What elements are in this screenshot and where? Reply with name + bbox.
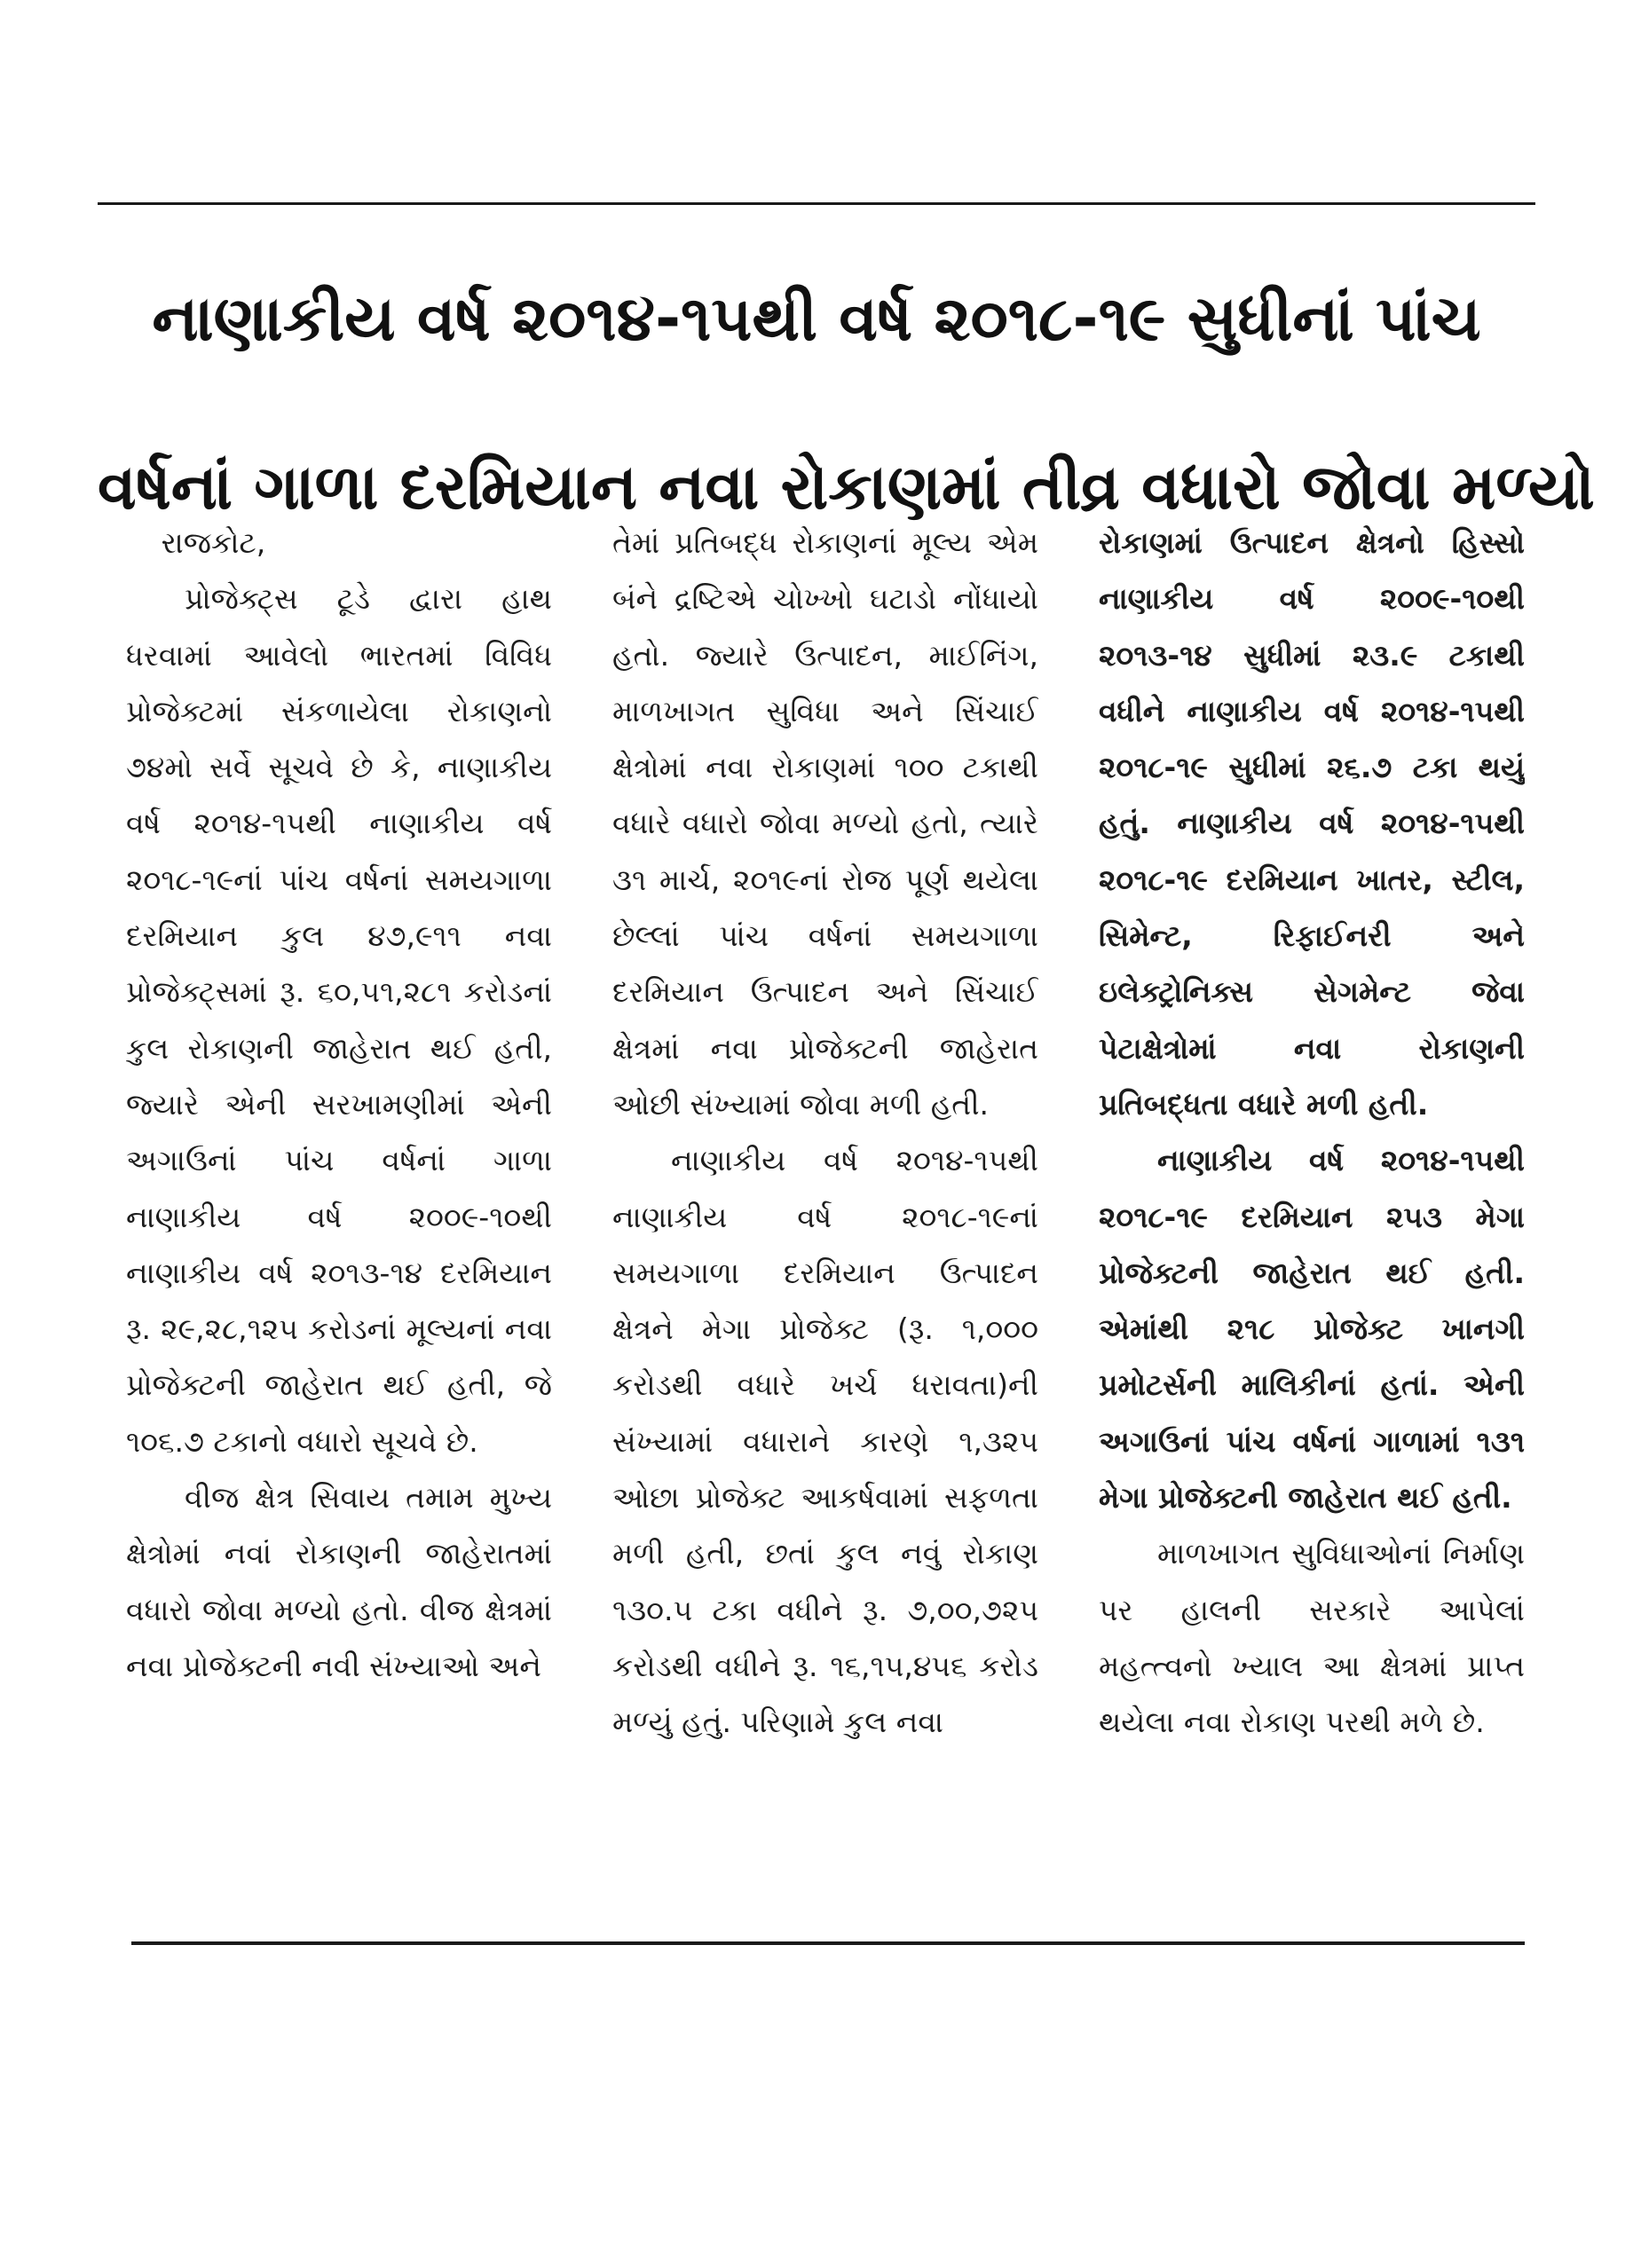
column-3-paragraph-3: માળખાગત સુવિધાઓનાં નિર્માણ પર હાલની સરકારે આપેલાં મહત્ત્વનો ખ્યાલ આ ક્ષેત્રમાં પ્રાપ્ત થયેલા નવા રોકાણ પરથી મળે છે.: [1099, 1536, 1525, 1740]
headline-line-1: નાણાકીય વર્ષ ૨૦૧૪-૧૫થી વર્ષ ૨૦૧૮-૧૯ સુધીનાં પાંચ: [152, 282, 1481, 355]
headline-line-2: વર્ષનાં ગાળા દરમિયાન નવા રોકાણમાં તીવ્ર વધારો જોવા મળ્યો: [98, 451, 1595, 524]
column-2-paragraph-2: નાણાકીય વર્ષ ૨૦૧૪-૧૫થી નાણાકીય વર્ષ ૨૦૧૮-૧૯નાં સમયગાળા દરમિયાન ઉત્પાદન ક્ષેત્રને મેગા પ્રોજેક્ટ (રૂ. ૧,૦૦૦ કરોડથી વધારે ખર્ચ ધરાવતા)ની સંખ્યામાં વધારાને કારણે ૧,૩૨૫ ઓછા પ્રોજેક્ટ આકર્ષવામાં સફળતા મળી હતી, છતાં કુલ નવું રોકાણ ૧૩૦.૫ ટકા વધીને રૂ. ૭,૦૦,૭૨૫ કરોડથી વધીને રૂ. ૧૬,૧૫,૪૫૬ કરોડ મળ્યું હતું. પરિણામે કુલ નવા: [612, 1143, 1038, 1740]
dateline: રાજકોટ,: [161, 525, 266, 560]
column-3-paragraph-1: રોકાણમાં ઉત્પાદન ક્ષેત્રનો હિસ્સો નાણાકીય વર્ષ ૨૦૦૯-૧૦થી ૨૦૧૩-૧૪ સુધીમાં ૨૩.૯ ટકાથી વધીને નાણાકીય વર્ષ ૨૦૧૪-૧૫થી ૨૦૧૮-૧૯ સુધીમાં ૨૬.૭ ટકા થયું હતું. નાણાકીય વર્ષ ૨૦૧૪-૧૫થી ૨૦૧૮-૧૯ દરમિયાન ખાતર, સ્ટીલ, સિમેન્ટ, રિફાઈનરી અને ઇલેક્ટ્રોનિક્સ સેગમેન્ટ જેવા પેટાક્ષેત્રોમાં નવા રોકાણની પ્રતિબદ્ધતા વધારે મળી હતી.: [1099, 525, 1525, 1122]
column-3: [1099, 515, 1525, 1925]
newspaper-clipping: [98, 202, 1595, 1964]
column-2: [612, 515, 1038, 1925]
column-1: [126, 515, 552, 1925]
article-body: [126, 515, 1528, 1925]
column-1-paragraph-2: વીજ ક્ષેત્ર સિવાય તમામ મુખ્ય ક્ષેત્રોમાં નવાં રોકાણની જાહેરાતમાં વધારો જોવા મળ્યો હતો. વીજ ક્ષેત્રમાં નવા પ્રોજેક્ટની નવી સંખ્યાઓ અને: [126, 1480, 552, 1683]
column-3-paragraph-2: નાણાકીય વર્ષ ૨૦૧૪-૧૫થી ૨૦૧૮-૧૯ દરમિયાન ૨૫૩ મેગા પ્રોજેક્ટની જાહેરાત થઈ હતી. એમાંથી ૨૧૮ પ્રોજેક્ટ ખાનગી પ્રમોટર્સની માલિકીનાં હતાં. એની અગાઉનાં પાંચ વર્ષનાં ગાળામાં ૧૩૧ મેગા પ્રોજેક્ટની જાહેરાત થઈ હતી.: [1099, 1143, 1525, 1516]
column-1-paragraph-1: પ્રોજેક્ટ્સ ટૂડે દ્વારા હાથ ધરવામાં આવેલો ભારતમાં વિવિધ પ્રોજેક્ટમાં સંકળાયેલા રોકાણનો ૭૪મો સર્વે સૂચવે છે કે, નાણાકીય વર્ષ ૨૦૧૪-૧૫થી નાણાકીય વર્ષ ૨૦૧૮-૧૯નાં પાંચ વર્ષનાં સમયગાળા દરમિયાન કુલ ૪૭,૯૧૧ નવા પ્રોજેક્ટ્સમાં રૂ. ૬૦,૫૧,૨૮૧ કરોડનાં કુલ રોકાણની જાહેરાત થઈ હતી, જ્યારે એની સરખામણીમાં એની અગાઉનાં પાંચ વર્ષનાં ગાળા નાણાકીય વર્ષ ૨૦૦૯-૧૦થી નાણાકીય વર્ષ ૨૦૧૩-૧૪ દરમિયાન રૂ. ૨૯,૨૮,૧૨૫ કરોડનાં મૂલ્યનાં નવા પ્રોજેક્ટની જાહેરાત થઈ હતી, જે ૧૦૬.૭ ટકાનો વધારો સૂચવે છે.: [126, 581, 552, 1459]
bottom-rule: [131, 1941, 1525, 1945]
top-rule: [98, 202, 1535, 205]
column-2-paragraph-1: તેમાં પ્રતિબદ્ધ રોકાણનાં મૂલ્ય એમ બંને દ્રષ્ટિએ ચોખ્ખો ઘટાડો નોંધાયો હતો. જ્યારે ઉત્પાદન, માઈનિંગ, માળખાગત સુવિધા અને સિંચાઈ ક્ષેત્રોમાં નવા રોકાણમાં ૧૦૦ ટકાથી વધારે વધારો જોવા મળ્યો હતો, ત્યારે ૩૧ માર્ચ, ૨૦૧૯નાં રોજ પૂર્ણ થયેલા છેલ્લાં પાંચ વર્ષનાં સમયગાળા દરમિયાન ઉત્પાદન અને સિંચાઈ ક્ષેત્રમાં નવા પ્રોજેક્ટની જાહેરાત ઓછી સંખ્યામાં જોવા મળી હતી.: [612, 525, 1038, 1122]
